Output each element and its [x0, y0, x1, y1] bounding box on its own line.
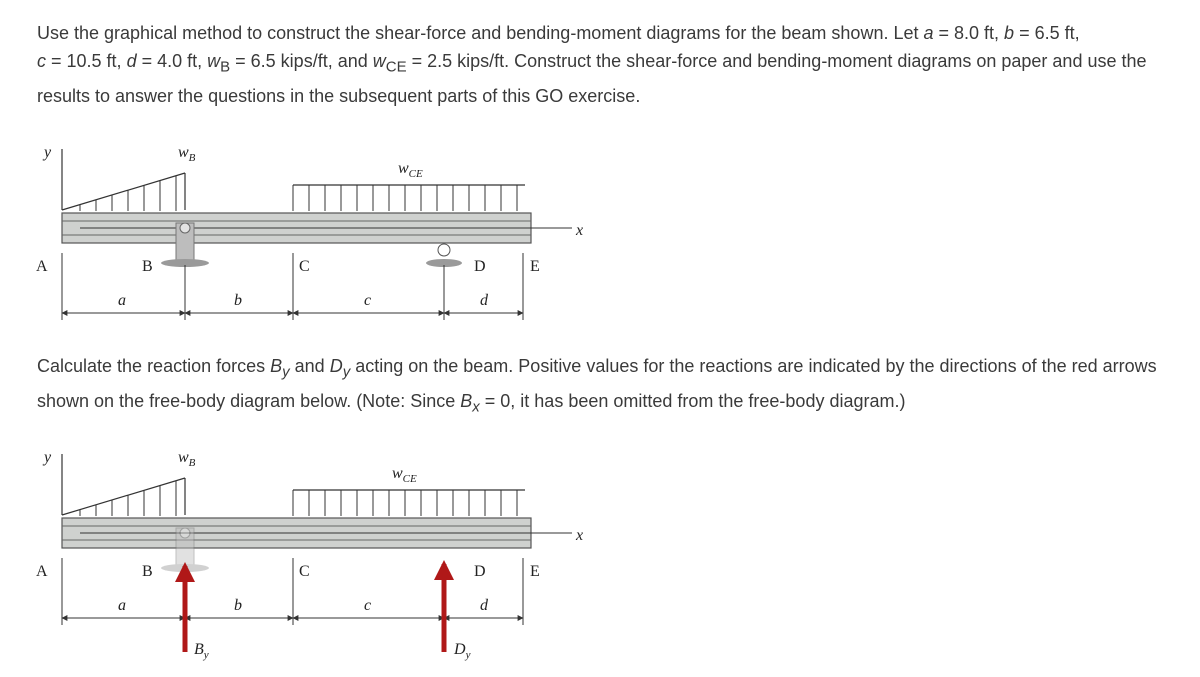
dim-a-label: a — [118, 597, 126, 614]
load-wb — [62, 144, 196, 211]
point-b-label: B — [142, 258, 153, 275]
load-wce-label: $w_{CE}$ — [398, 160, 423, 180]
point-a-label: A — [36, 563, 48, 580]
load-wce — [293, 160, 525, 211]
point-a-label: A — [36, 258, 48, 275]
x-axis-label: x — [576, 222, 584, 239]
beam-diagram — [0, 135, 600, 335]
problem-statement: Use the graphical method to construct the shear-force and bending-moment diagrams for the beam shown. Let a = 8.0 ft, b = 6.5 ft, c = 10.5 ft, d = 4.0 ft, $w_B = 6.5$ kips/ft, and $w_{CE} = 2.5$ kips/ft. Construct the shear-force and bending-moment diagrams on paper and use the results to answer the questions in the subsequent parts of this GO exercise. — [37, 23, 1147, 106]
dim-d-label: d — [480, 597, 488, 614]
point-e-label: E — [530, 258, 540, 275]
dim-b-label: b — [234, 597, 242, 614]
reaction-by-arrow — [185, 566, 209, 661]
free-body-diagram — [0, 440, 600, 677]
reaction-prompt: Calculate the reaction forces $B_y$ and $D_y$ acting on the beam. Positive values for the reactions are indicated by the directions of the red arrows shown on the free-body diagram below. (Note: Since $B_x = 0$, it has been omitted from the free-body diagram.) — [37, 356, 1157, 416]
point-d-label: D — [474, 258, 486, 275]
point-c-label: C — [299, 563, 310, 580]
y-axis-label: y — [44, 144, 52, 161]
reaction-dy-arrow — [444, 564, 471, 661]
beam — [62, 518, 583, 548]
dim-c-label: c — [364, 292, 372, 309]
reaction-by-label: $B_y$ — [194, 641, 209, 661]
reaction-dy-label: $D_y$ — [454, 641, 471, 661]
y-axis-label: y — [44, 449, 52, 466]
dim-b-label: b — [234, 292, 242, 309]
load-wb — [62, 449, 196, 516]
point-b-label: B — [142, 563, 153, 580]
point-d-label: D — [474, 563, 486, 580]
load-wce-label: $w_{CE}$ — [392, 465, 417, 485]
beam — [62, 213, 583, 243]
y-axis — [42, 144, 62, 210]
y-axis — [42, 449, 62, 515]
load-wce — [293, 465, 525, 516]
point-e-label: E — [530, 563, 540, 580]
dim-a-label: a — [118, 292, 126, 309]
support-d — [426, 244, 462, 267]
dim-d-label: d — [480, 292, 488, 309]
load-wb-label: $w_B$ — [178, 449, 196, 469]
load-wb-label: $w_B$ — [178, 144, 196, 164]
dim-c-label: c — [364, 597, 372, 614]
x-axis-label: x — [576, 527, 584, 544]
point-c-label: C — [299, 258, 310, 275]
